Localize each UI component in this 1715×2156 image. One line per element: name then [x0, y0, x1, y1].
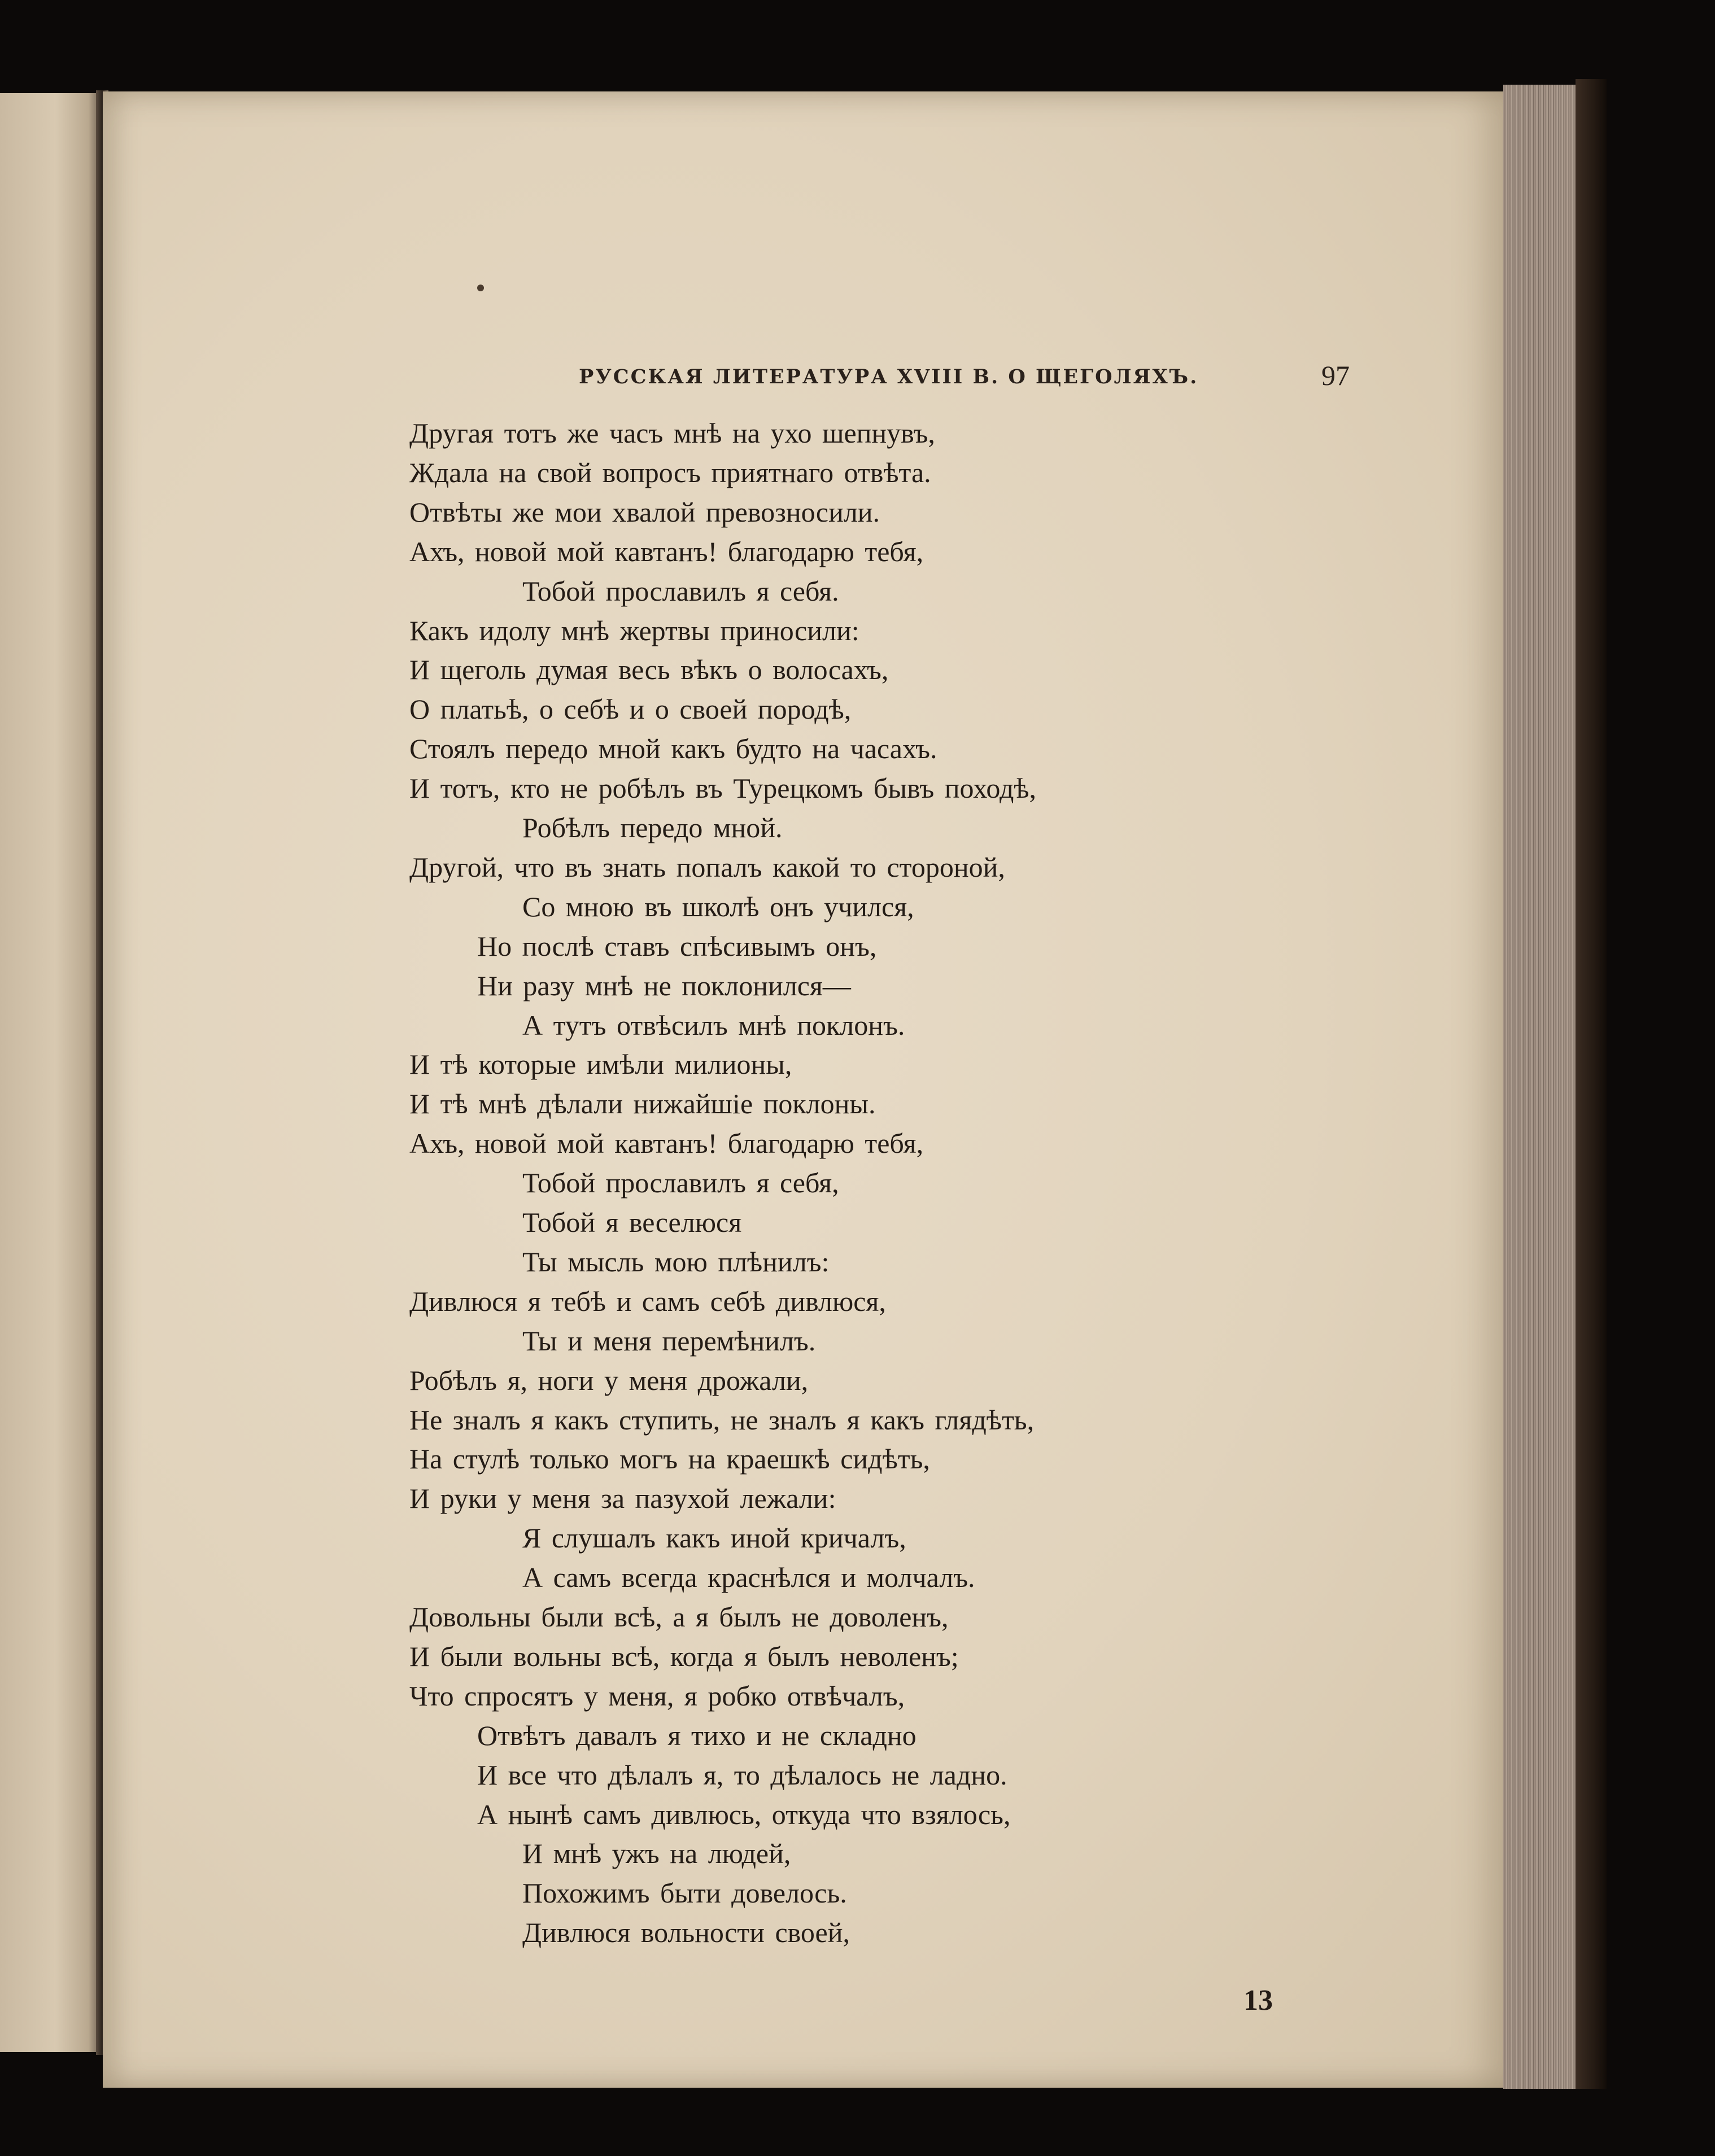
poem-line: Стоялъ передо мной какъ будто на часахъ.: [409, 733, 937, 764]
ink-speck: [477, 285, 484, 291]
poem-line: А нынѣ самъ дивлюсь, откуда что взялось,: [477, 1799, 1011, 1830]
poem-line: Ты мысль мою плѣнилъ:: [522, 1246, 830, 1278]
poem-line: И были вольны всѣ, когда я былъ неволенъ;: [409, 1641, 959, 1672]
poem-line: Дивлюся вольности своей,: [522, 1917, 850, 1948]
poem-line: Отвѣтъ давалъ я тихо и не складно: [477, 1720, 917, 1751]
poem-line: Похожимъ быти довелось.: [522, 1877, 847, 1909]
book-page: [103, 91, 1503, 2088]
poem-line: Робѣлъ я, ноги у меня дрожали,: [409, 1365, 809, 1396]
page-block-edge: [1503, 85, 1579, 2089]
poem-line: Ахъ, новой мой кавтанъ! благодарю тебя,: [409, 1127, 924, 1159]
poem-line: И руки у меня за пазухой лежали:: [409, 1482, 836, 1514]
poem-line: Тобой я веселюся: [522, 1206, 742, 1238]
signature-mark: 13: [1243, 1984, 1273, 2017]
page-number: 97: [1321, 360, 1350, 391]
poem-line: На стулѣ только могъ на краешкѣ сидѣть,: [409, 1443, 930, 1475]
poem-line: Но послѣ ставъ спѣсивымъ онъ,: [477, 930, 877, 962]
poem-line: Какъ идолу мнѣ жертвы приносили:: [409, 615, 859, 646]
poem-line: И щеголь думая весь вѣкъ о волосахъ,: [409, 654, 889, 685]
poem-line: Дивлюся я тебѣ и самъ себѣ дивлюся,: [409, 1285, 886, 1317]
running-title: РУССКАЯ ЛИТЕРАТУРА XVIII В. О ЩЕГОЛЯХЪ.: [579, 365, 1199, 388]
poem-line: Робѣлъ передо мной.: [522, 812, 783, 843]
poem-line: Ахъ, новой мой кавтанъ! благодарю тебя,: [409, 536, 924, 567]
poem-line: Ждала на свой вопросъ приятнаго отвѣта.: [409, 457, 931, 488]
poem-line: Довольны были всѣ, а я былъ не доволенъ,: [409, 1601, 949, 1633]
poem-line: Ни разу мнѣ не поклонился—: [477, 970, 851, 1002]
poem-line: А тутъ отвѣсилъ мнѣ поклонъ.: [522, 1009, 905, 1041]
poem-line: Другой, что въ знать попалъ какой то стороной,: [409, 851, 1005, 883]
poem-line: Другая тотъ же часъ мнѣ на ухо шепнувъ,: [409, 417, 935, 449]
poem-line: И тѣ которые имѣли милионы,: [409, 1048, 792, 1080]
poem-line: Что спросятъ у меня, я робко отвѣчалъ,: [409, 1680, 905, 1712]
facing-page-edge: [0, 93, 101, 2052]
book-cover-edge: [1576, 79, 1607, 2089]
poem-line: Тобой прославилъ я себя.: [522, 575, 839, 607]
poem-line: А самъ всегда краснѣлся и молчалъ.: [522, 1562, 975, 1593]
poem-line: Тобой прославилъ я себя,: [522, 1167, 839, 1199]
poem-line: Со мною въ школѣ онъ учился,: [522, 891, 914, 922]
poem-line: И тотъ, кто не робѣлъ въ Турецкомъ бывъ походѣ,: [409, 772, 1037, 804]
poem-line: Ты и меня перемѣнилъ.: [522, 1325, 816, 1357]
poem-line: И мнѣ ужъ на людей,: [522, 1838, 791, 1869]
poem-line: О платьѣ, о себѣ и о своей породѣ,: [409, 693, 852, 725]
poem-line: Я слушалъ какъ иной кричалъ,: [522, 1522, 906, 1554]
poem-line: И все что дѣлалъ я, то дѣлалось не ладно.: [477, 1759, 1007, 1791]
poem-line: Отвѣты же мои хвалой превозносили.: [409, 496, 880, 528]
poem-line: И тѣ мнѣ дѣлали нижайшіе поклоны.: [409, 1088, 876, 1119]
poem-line: Не зналъ я какъ ступить, не зналъ я какъ глядѣть,: [409, 1404, 1035, 1436]
